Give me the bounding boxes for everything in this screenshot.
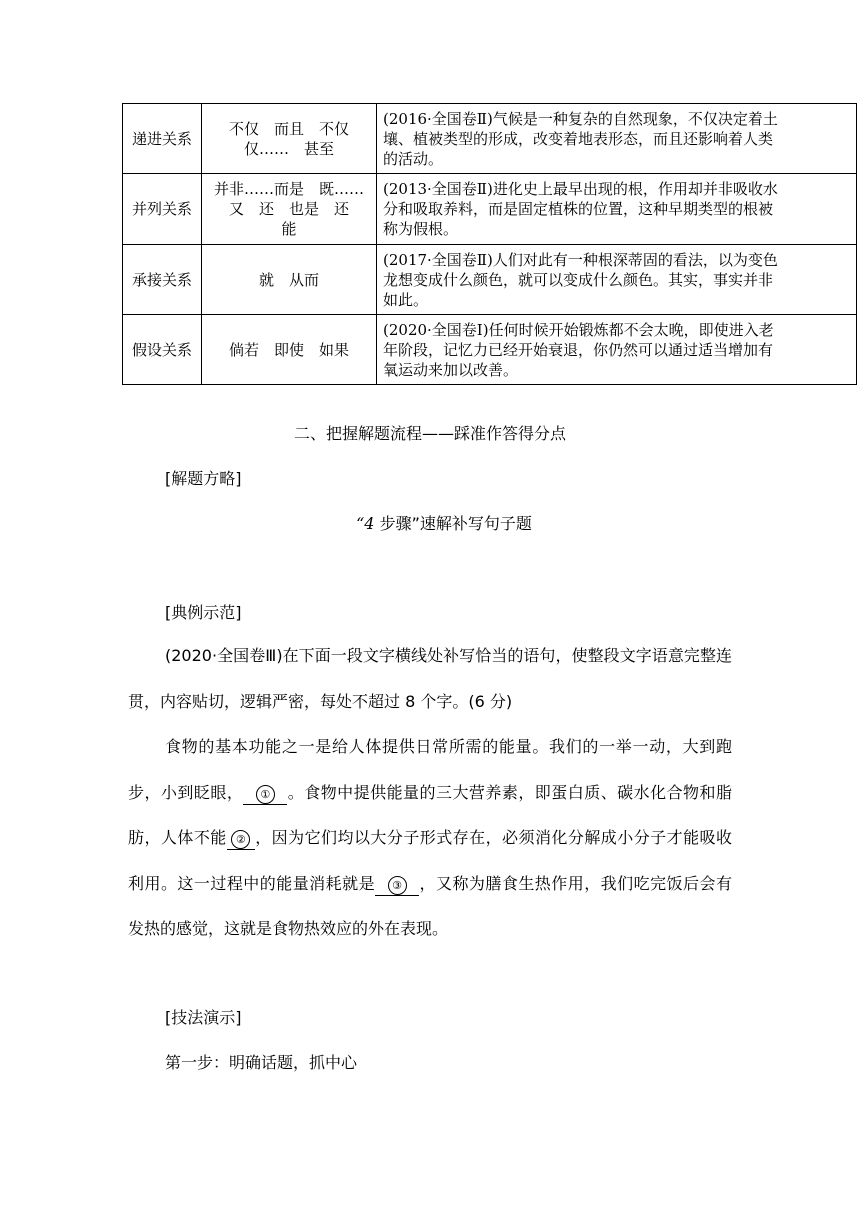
relation-type-cell: 并列关系 [123, 174, 202, 245]
connective-words-cell [202, 245, 377, 315]
passage-text: 食物的基本功能之一是给人体提供日常所需的能量。我们的一举一动，大到跑步，小到眨眼， [128, 737, 732, 802]
table-row [123, 174, 857, 245]
connective-words-cell [202, 315, 377, 385]
connective-line: 不仅 而且 不仅 [228, 119, 349, 138]
technique-label: [技法演示] [165, 1008, 242, 1027]
blank-2[interactable] [227, 828, 255, 850]
example-line: (2013·全国卷Ⅱ)进化史上最早出现的根，作用却并非吸收水 [383, 180, 778, 198]
section-heading: 二、把握解题流程——踩准作答得分点 [293, 424, 566, 443]
example-line: 年阶段，记忆力已经开始衰退，你仍然可以通过适当增加有 [383, 340, 774, 359]
steps-title-quote: “4 [356, 514, 375, 533]
passage-text: ，因为它们均以大分子形式存在，必须消化分解成小分子才能吸收利用。这一过程中的能量消耗就是 [128, 828, 732, 893]
steps-title [0, 511, 860, 534]
example-label: [典例示范] [165, 603, 242, 622]
blank-1[interactable] [243, 783, 287, 805]
example-line: (2017·全国卷Ⅱ)人们对此有一种根深蒂固的看法，以为变色 [383, 250, 778, 269]
connective-words-cell [202, 174, 377, 245]
table-row [123, 315, 857, 385]
connective-line: 仅…… 甚至 [243, 139, 334, 158]
relation-table [122, 103, 857, 385]
strategy-label: [解题方略] [165, 469, 242, 488]
example-line: 的活动。 [383, 149, 444, 168]
question-paragraph: (2020·全国卷Ⅲ)在下面一段文字横线处补写恰当的语句，使整段文字语意完整连贯，内容贴切，逻辑严密，每处不超过 8 个字。(6 分) [128, 646, 732, 711]
step-one: 第一步：明确话题，抓中心 [165, 1053, 358, 1072]
blank-number: ③ [388, 876, 407, 895]
connective-words-cell [202, 104, 377, 174]
example-line: 分和吸取养料，而是固定植株的位置，这种早期类型的根被 [383, 200, 774, 218]
table-row [123, 245, 857, 315]
relation-type-cell: 假设关系 [123, 315, 202, 385]
table-row [123, 104, 857, 174]
relation-type-cell: 递进关系 [123, 104, 202, 174]
passage-paragraph [128, 724, 732, 952]
connective-line: 能 [281, 220, 297, 238]
blank-number: ① [256, 785, 275, 804]
example-line: 如此。 [383, 290, 429, 309]
example-cell [377, 315, 857, 385]
example-line: 称为假根。 [383, 220, 459, 238]
example-line: 壤、植被类型的形成，改变着地表形态，而且还影响着人类 [383, 129, 774, 148]
connective-line: 并非……而是 既…… [213, 180, 364, 198]
example-line: (2020·全国卷Ⅰ)任何时候开始锻炼都不会太晚，即使进入老 [383, 320, 774, 339]
relation-type-cell: 承接关系 [123, 245, 202, 315]
example-line: 氧运动来加以改善。 [383, 360, 519, 379]
connective-line: 倘若 即使 如果 [228, 340, 349, 359]
example-line: (2016·全国卷Ⅱ)气候是一种复杂的自然现象，不仅决定着土 [383, 109, 778, 128]
passage-text: ，又称为膳食生热作用，我们吃完饭后会有发热的感觉，这就是食物热效应的外在表现。 [128, 873, 732, 938]
connective-line: 就 从而 [258, 270, 319, 289]
blank-3[interactable] [375, 874, 419, 896]
connective-line: 又 还 也是 还 [228, 200, 349, 218]
example-cell [377, 104, 857, 174]
example-cell [377, 245, 857, 315]
blank-number: ② [231, 830, 250, 849]
passage-text: 。食物中提供能量的三大营养素，即蛋白质、碳水化合物和脂肪，人体不能 [128, 782, 732, 847]
example-cell [377, 174, 857, 245]
steps-title-rest: 步骤”速解补写句子题 [374, 514, 532, 533]
example-line: 龙想变成什么颜色，就可以变成什么颜色。其实，事实并非 [383, 270, 774, 289]
